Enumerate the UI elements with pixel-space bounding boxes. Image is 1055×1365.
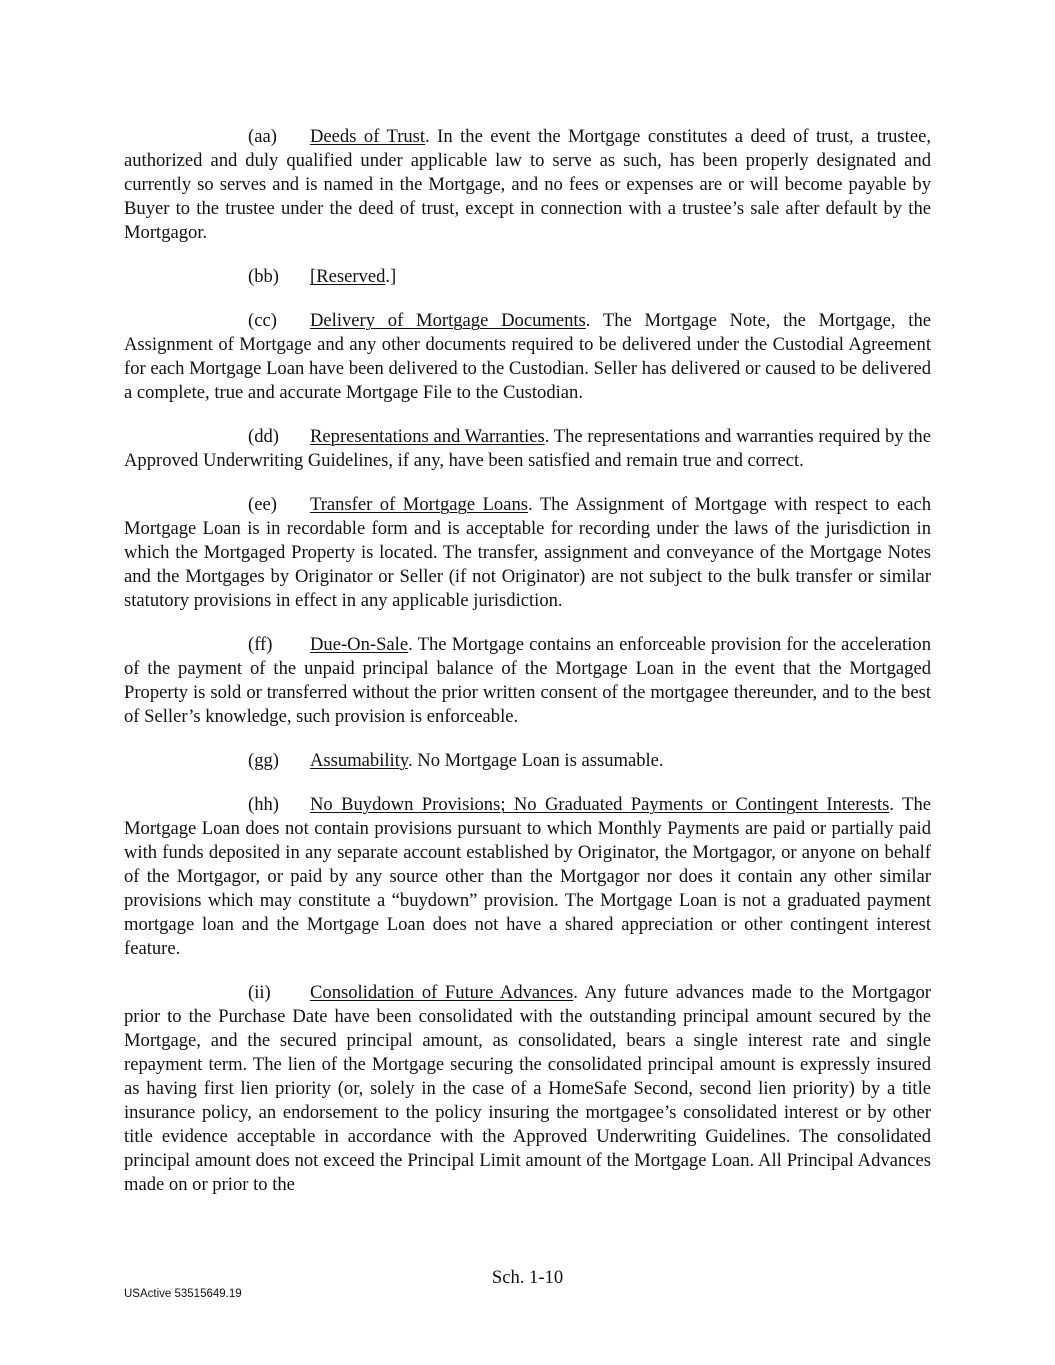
- document-id: USActive 53515649.19: [124, 1288, 242, 1300]
- paragraph-number: (hh): [248, 794, 279, 815]
- paragraph-dd: [124, 425, 931, 473]
- document-body: [124, 125, 931, 1217]
- paragraph-heading: Transfer of Mortgage Loans: [310, 494, 529, 515]
- paragraph-text: . The Mortgage Loan does not contain provisions pursuant to which Monthly Payments are paid or partially paid with funds deposited in any separate account established by Originator, the Mortgagor, or anyone on behalf of the Mortgagor, or paid by any source other than the Mortgagor nor does it contain any other similar provisions which may constitute a “buydown” provision. The Mortgage Loan is not a graduated payment mortgage loan and the Mortgage Loan does not have a shared appreciation or other contingent interest feature.: [124, 794, 931, 959]
- paragraph-number: (ee): [248, 494, 277, 515]
- paragraph-ff: [124, 633, 931, 729]
- paragraph-heading: No Buydown Provisions; No Graduated Payments or Contingent Interests: [310, 794, 890, 815]
- paragraph-heading: Consolidation of Future Advances: [310, 982, 574, 1003]
- paragraph-text: . The representations and warranties required by the Approved Underwriting Guidelines, if any, have been satisfied and remain true and correct.: [124, 426, 931, 471]
- paragraph-text: . In the event the Mortgage constitutes a deed of trust, a trustee, authorized and duly qualified under applicable law to serve as such, has been properly designated and currently so serves and is named in the Mortgage, and no fees or expenses are or will become payable by Buyer to the trustee under the deed of trust, except in connection with a trustee’s sale after default by the Mortgagor.: [124, 126, 931, 243]
- paragraph-text: . Any future advances made to the Mortgagor prior to the Purchase Date have been consolidated with the outstanding principal amount secured by the Mortgage, and the secured principal amount, as consolidated, bears a single interest rate and single repayment term. The lien of the Mortgage securing the consolidated principal amount is expressly insured as having first lien priority (or, solely in the case of a HomeSafe Second, second lien priority) by a title insurance policy, an endorsement to the policy insuring the mortgagee’s consolidated interest or by other title evidence acceptable in accordance with the Approved Underwriting Guidelines. The consolidated principal amount does not exceed the Principal Limit amount of the Mortgage Loan. All Principal Advances made on or prior to the: [124, 982, 931, 1195]
- paragraph-text: . The Assignment of Mortgage with respect to each Mortgage Loan is in recordable form and is acceptable for recording under the laws of the jurisdiction in which the Mortgaged Property is located. The transfer, assignment and conveyance of the Mortgage Notes and the Mortgages by Originator or Seller (if not Originator) are not subject to the bulk transfer or similar statutory provisions in effect in any applicable jurisdiction.: [124, 494, 931, 611]
- paragraph-ee: [124, 493, 931, 613]
- paragraph-number: (aa): [248, 126, 277, 147]
- paragraph-bb: [124, 265, 931, 289]
- paragraph-number: (ii): [248, 982, 271, 1003]
- paragraph-ii: [124, 981, 931, 1197]
- paragraph-number: (cc): [248, 310, 277, 331]
- paragraph-heading: [Reserved: [310, 266, 386, 287]
- paragraph-aa: [124, 125, 931, 245]
- paragraph-heading: Representations and Warranties: [310, 426, 545, 447]
- paragraph-gg: [124, 749, 931, 773]
- paragraph-heading: Due-On-Sale: [310, 634, 409, 655]
- paragraph-number: (gg): [248, 750, 279, 771]
- paragraph-heading: Delivery of Mortgage Documents: [310, 310, 586, 331]
- paragraph-text: .]: [385, 266, 397, 287]
- paragraph-number: (dd): [248, 426, 279, 447]
- page-number: Sch. 1-10: [491, 1267, 564, 1288]
- paragraph-heading: Assumability: [310, 750, 408, 771]
- paragraph-text: . The Mortgage contains an enforceable provision for the acceleration of the payment of the unpaid principal balance of the Mortgage Loan in the event that the Mortgaged Property is sold or transferred without the prior written consent of the mortgagee thereunder, and to the best of Seller’s knowledge, such provision is enforceable.: [124, 634, 931, 727]
- paragraph-text: . The Mortgage Note, the Mortgage, the Assignment of Mortgage and any other documents required to be delivered under the Custodial Agreement for each Mortgage Loan have been delivered to the Custodian. Seller has delivered or caused to be delivered a complete, true and accurate Mortgage File to the Custodian.: [124, 310, 931, 403]
- paragraph-cc: [124, 309, 931, 405]
- paragraph-number: (ff): [248, 634, 273, 655]
- paragraph-text: . No Mortgage Loan is assumable.: [407, 750, 664, 771]
- paragraph-heading: Deeds of Trust: [310, 126, 426, 147]
- paragraph-number: (bb): [248, 266, 279, 287]
- paragraph-hh: [124, 793, 931, 961]
